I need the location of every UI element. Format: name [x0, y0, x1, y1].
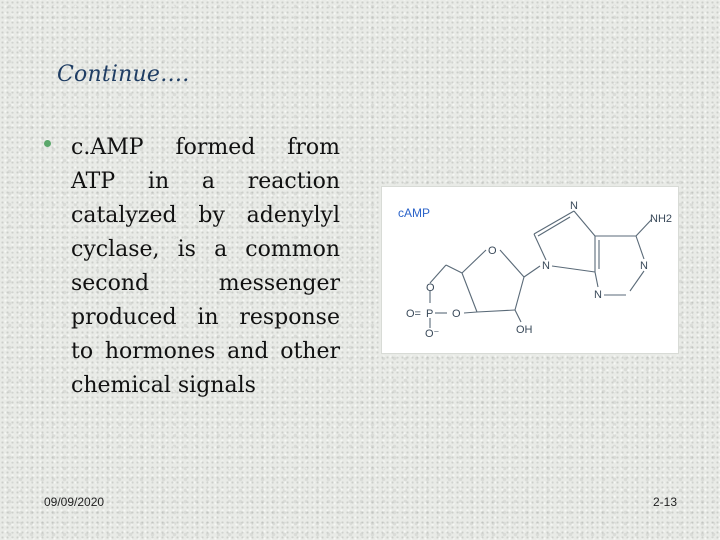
atom-labels: [406, 200, 672, 340]
atom-n-top: N: [570, 200, 578, 212]
bond-lines: [430, 211, 652, 328]
bullet-text: c.AMP formed from ATP in a reaction catalyzed by adenylyl cyclase, is a common second messenger produced in response to hormones and other chemical signals: [71, 135, 340, 398]
atom-o-bottom: O⁻: [425, 328, 440, 340]
camp-structure-figure: [381, 186, 679, 354]
atom-o-right: O: [452, 308, 461, 320]
footer-date: 09/09/2020: [44, 495, 105, 509]
camp-structure-svg: [382, 187, 678, 353]
atom-o-top: O: [426, 282, 435, 294]
figure-label: cAMP: [398, 206, 431, 220]
bullet-list: [44, 131, 340, 403]
atom-o-left: O=: [406, 308, 421, 320]
atom-nh2: NH2: [650, 213, 673, 225]
bullet-marker: [44, 140, 51, 147]
atom-n-bottom: N: [594, 289, 602, 301]
atom-oh: OH: [516, 324, 533, 336]
atom-n-right: N: [640, 260, 648, 272]
atom-o-ring: O: [488, 245, 497, 257]
slide-number: 2-13: [653, 495, 678, 509]
atom-n-left: N: [542, 260, 550, 272]
slide-title: Continue….: [57, 62, 190, 87]
atom-p: P: [426, 308, 434, 320]
